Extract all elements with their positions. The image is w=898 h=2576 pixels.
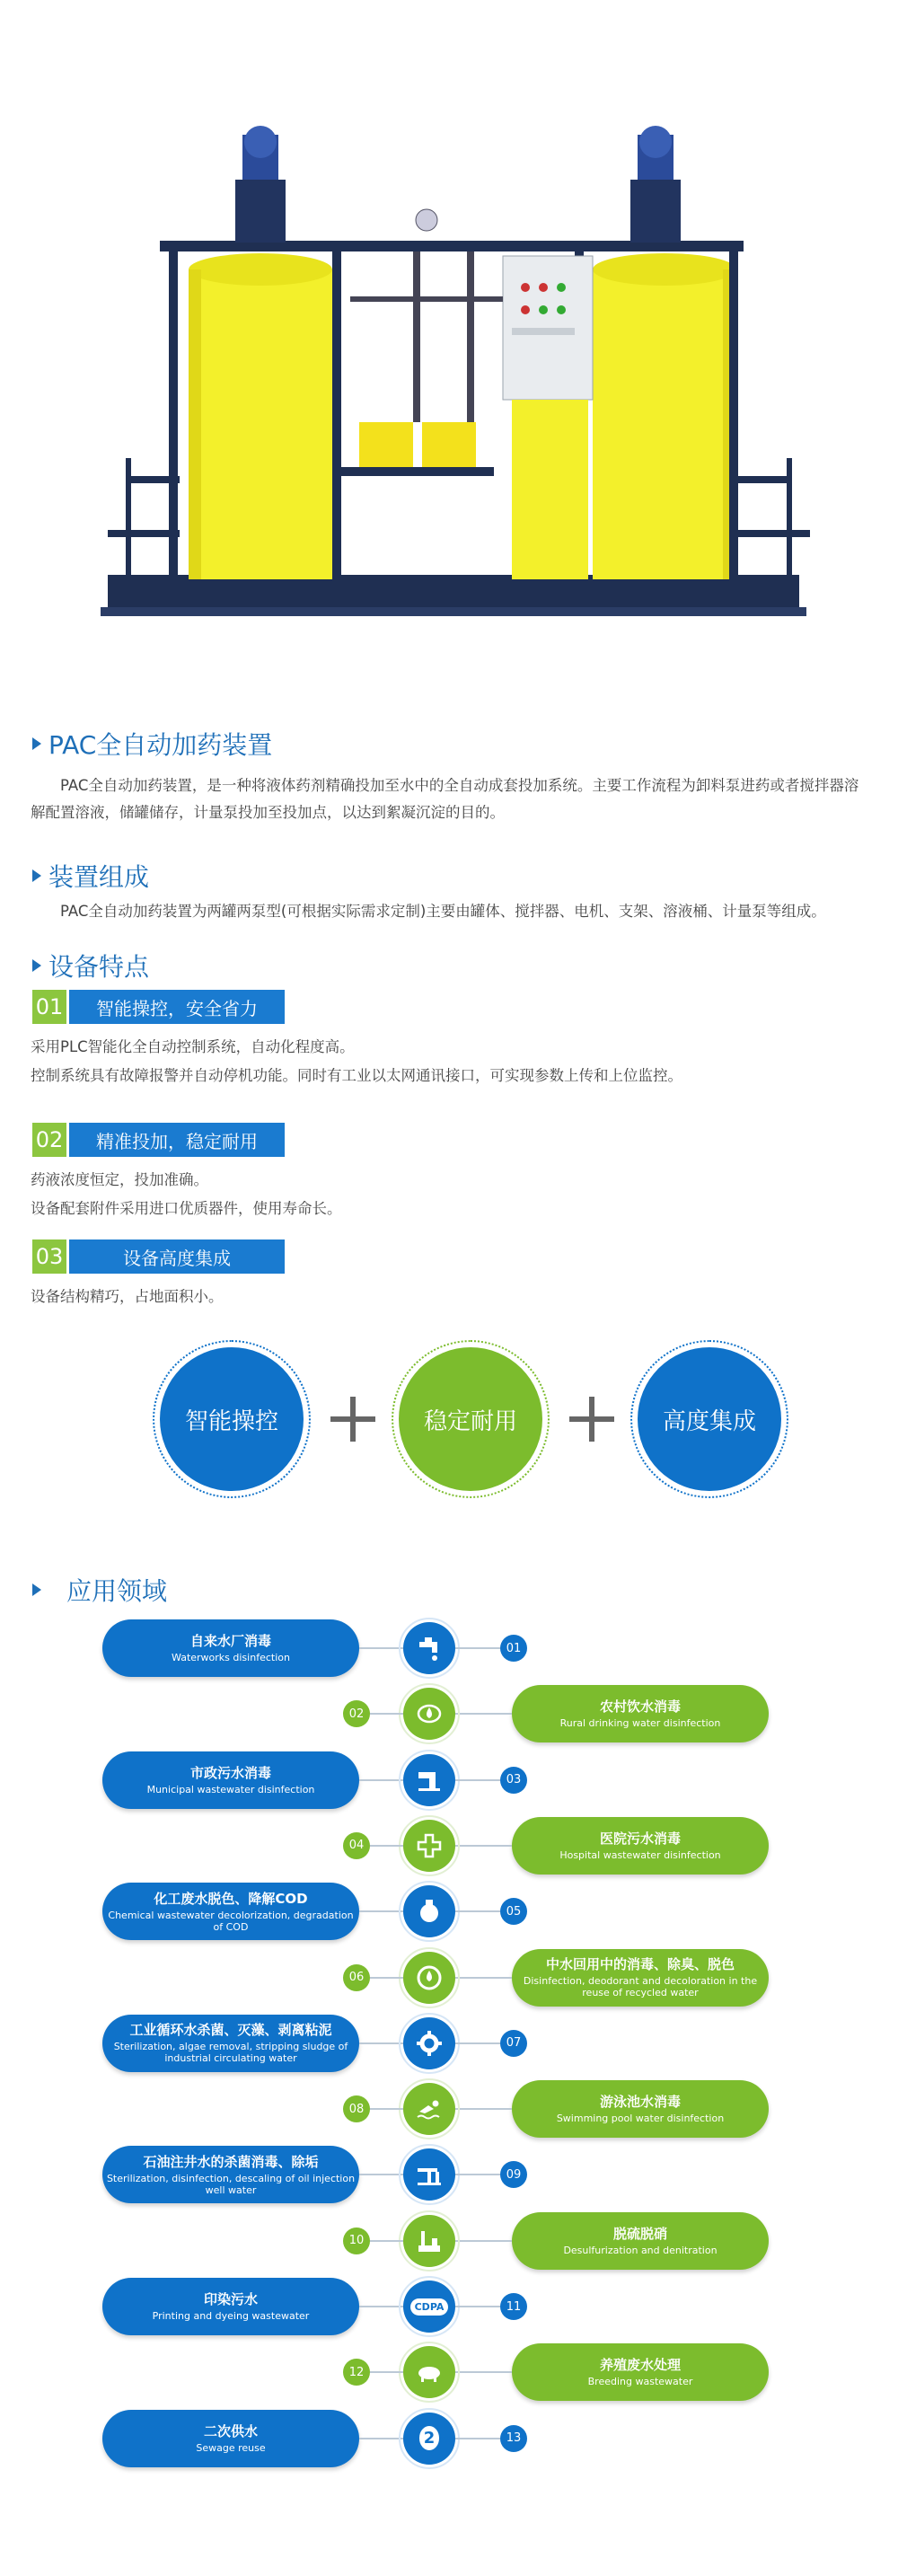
application-pill (102, 2015, 359, 2072)
cdpa-badge-icon (403, 2280, 455, 2333)
connector-line (370, 2371, 403, 2373)
feature-02-text (31, 1166, 342, 1223)
feature-number: 02 (32, 1123, 66, 1157)
application-name: 脱硫脱硝 (612, 2225, 667, 2242)
oil-pump-icon (403, 2148, 455, 2201)
application-english-name: Disinfection, deodorant and decoloration in the reuse of recycled water (523, 1975, 758, 1998)
connector-line (455, 1713, 512, 1715)
feature-01-header (32, 990, 285, 1024)
connector-line (359, 2042, 403, 2044)
connector-line (455, 1845, 512, 1847)
outflow-pipe-icon (403, 1754, 455, 1806)
application-number: 10 (343, 2228, 370, 2254)
application-pill (102, 2146, 359, 2203)
icon-text: CDPA (410, 2298, 449, 2316)
connector-line (359, 1910, 403, 1912)
application-name: 石油注井水的杀菌消毒、除垢 (143, 2153, 319, 2170)
triangle-bullet-icon (32, 737, 41, 750)
factory-icon (403, 2215, 455, 2267)
pig-icon (403, 2346, 455, 2398)
connector-line (370, 2108, 403, 2110)
connector-line (370, 1713, 403, 1715)
dosing-device-photo (0, 0, 898, 647)
applications-section-title: 应用领域 (32, 1572, 167, 1608)
application-pill (512, 2343, 769, 2401)
application-name: 自来水厂消毒 (189, 1633, 271, 1649)
application-english-name: Chemical wastewater decolorization, degradation of COD (108, 1909, 354, 1933)
application-number: 11 (500, 2293, 527, 2320)
feature-01-text (31, 1033, 682, 1090)
medical-cross-icon (403, 1820, 455, 1872)
application-number: 06 (343, 1964, 370, 1991)
connector-line (455, 2371, 512, 2373)
application-english-name: Sewage reuse (196, 2441, 266, 2454)
application-english-name: Rural drinking water disinfection (559, 1717, 721, 1730)
application-name: 中水回用中的消毒、除臭、脱色 (545, 1956, 735, 1972)
connector-line (359, 1647, 403, 1649)
application-number: 04 (343, 1832, 370, 1859)
application-pill (102, 2278, 359, 2335)
connector-line (455, 2438, 500, 2439)
connector-line (455, 2108, 512, 2110)
connector-line (455, 1779, 500, 1781)
application-english-name: Sterilization, disinfection, descaling of oil injection well water (106, 2172, 356, 2196)
composition-section-title: 装置组成 (32, 858, 149, 894)
application-english-name: Printing and dyeing wastewater (152, 2310, 310, 2322)
gear-icon (403, 2017, 455, 2069)
recycle-drop-icon (403, 1952, 455, 2004)
application-name: 工业循环水杀菌、灭藻、剥离粘泥 (129, 2022, 332, 2039)
connector-line (455, 1977, 512, 1979)
application-name: 印染污水 (203, 2291, 258, 2307)
application-name: 化工废水脱色、降解COD (154, 1890, 308, 1907)
application-english-name: Desulfurization and denitration (563, 2244, 718, 2256)
application-english-name: Hospital wastewater disinfection (559, 1848, 721, 1861)
application-english-name: Sterilization, algae removal, stripping sludge of industrial circulating water (113, 2041, 348, 2065)
application-number: 07 (500, 2030, 527, 2057)
feature-circle-integration: 高度集成 (638, 1347, 781, 1491)
feature-line: 药液浓度恒定，投加准确。 (31, 1171, 208, 1188)
application-pill (102, 2410, 359, 2467)
triangle-bullet-icon (32, 959, 41, 972)
feature-label: 智能操控，安全省力 (69, 990, 285, 1024)
connector-line (359, 1779, 403, 1781)
application-pill (512, 1685, 769, 1742)
product-description: PAC全自动加药装置，是一种将液体药剂精确投加至水中的全自动成套投加系统。主要工作流程为卸料泵进药或者搅拌器溶解配置溶液，储罐储存，计量泵投加至投加点，以达到絮凝沉淀的目的。 (31, 777, 859, 821)
connector-line (359, 2306, 403, 2307)
swimmer-icon (403, 2083, 455, 2135)
feature-label: 设备高度集成 (69, 1239, 285, 1274)
application-pill (102, 1751, 359, 1809)
connector-line (455, 2306, 500, 2307)
application-pill (512, 2080, 769, 2138)
application-number: 02 (343, 1700, 370, 1727)
connector-line (455, 2042, 500, 2044)
feature-03-header (32, 1239, 285, 1274)
feature-number: 01 (32, 990, 66, 1024)
water-drop-icon (403, 1688, 455, 1740)
application-number: 13 (500, 2425, 527, 2452)
feature-line: 设备结构精巧，占地面积小。 (31, 1288, 224, 1305)
application-number: 09 (500, 2161, 527, 2188)
triangle-bullet-icon (32, 869, 41, 882)
connector-line (359, 2438, 403, 2439)
composition-description: PAC全自动加药装置为两罐两泵型(可根据实际需求定制)主要由罐体、搅拌器、电机、支架、溶液桶、计量泵等组成。 (60, 903, 826, 920)
application-number: 08 (343, 2095, 370, 2122)
application-pill (102, 1619, 359, 1677)
icon-text: 2 (419, 2426, 440, 2450)
application-number: 05 (500, 1898, 527, 1925)
application-name: 二次供水 (203, 2422, 258, 2439)
connector-line (455, 1647, 500, 1649)
application-pill (512, 1817, 769, 1875)
feature-02-header (32, 1123, 285, 1157)
number-two-drop-icon (403, 2413, 455, 2465)
triangle-bullet-icon (32, 1584, 41, 1596)
application-english-name: Breeding wastewater (587, 2376, 693, 2388)
connector-line (359, 2174, 403, 2175)
application-number: 03 (500, 1767, 527, 1794)
application-pill (512, 2212, 769, 2270)
application-name: 农村饮水消毒 (599, 1698, 681, 1716)
application-name: 医院污水消毒 (599, 1830, 681, 1847)
connector-line (370, 1977, 403, 1979)
plus-icon (569, 1397, 614, 1442)
plus-icon (330, 1397, 375, 1442)
feature-line: 设备配套附件采用进口优质器件，使用寿命长。 (31, 1200, 342, 1217)
feature-line: 控制系统具有故障报警并自动停机功能。同时有工业以太网通讯接口，可实现参数上传和上位监控。 (31, 1067, 682, 1084)
application-name: 游泳池水消毒 (599, 2094, 681, 2111)
product-section-title: PAC全自动加药装置 (32, 726, 272, 762)
application-name: 养殖废水处理 (599, 2357, 681, 2374)
feature-circle-smart-control: 智能操控 (160, 1347, 304, 1491)
faucet-icon (403, 1622, 455, 1674)
application-pill (102, 1883, 359, 1940)
features-section-title: 设备特点 (32, 948, 149, 984)
feature-number: 03 (32, 1239, 66, 1274)
connector-line (370, 1845, 403, 1847)
application-english-name: Municipal wastewater disinfection (146, 1783, 315, 1795)
connector-line (455, 2240, 512, 2242)
feature-circle-durable: 稳定耐用 (399, 1347, 542, 1491)
feature-line: 采用PLC智能化全自动控制系统，自动化程度高。 (31, 1038, 355, 1055)
feature-03-text (31, 1283, 224, 1311)
application-number: 01 (500, 1635, 527, 1662)
flask-icon (403, 1885, 455, 1937)
application-pill (512, 1949, 769, 2007)
application-number: 12 (343, 2359, 370, 2386)
application-english-name: Waterworks disinfection (172, 1652, 290, 1663)
feature-label: 精准投加，稳定耐用 (69, 1123, 285, 1157)
application-name: 市政污水消毒 (189, 1764, 271, 1781)
application-english-name: Swimming pool water disinfection (556, 2113, 725, 2125)
connector-line (455, 2174, 500, 2175)
connector-line (370, 2240, 403, 2242)
connector-line (455, 1910, 500, 1912)
